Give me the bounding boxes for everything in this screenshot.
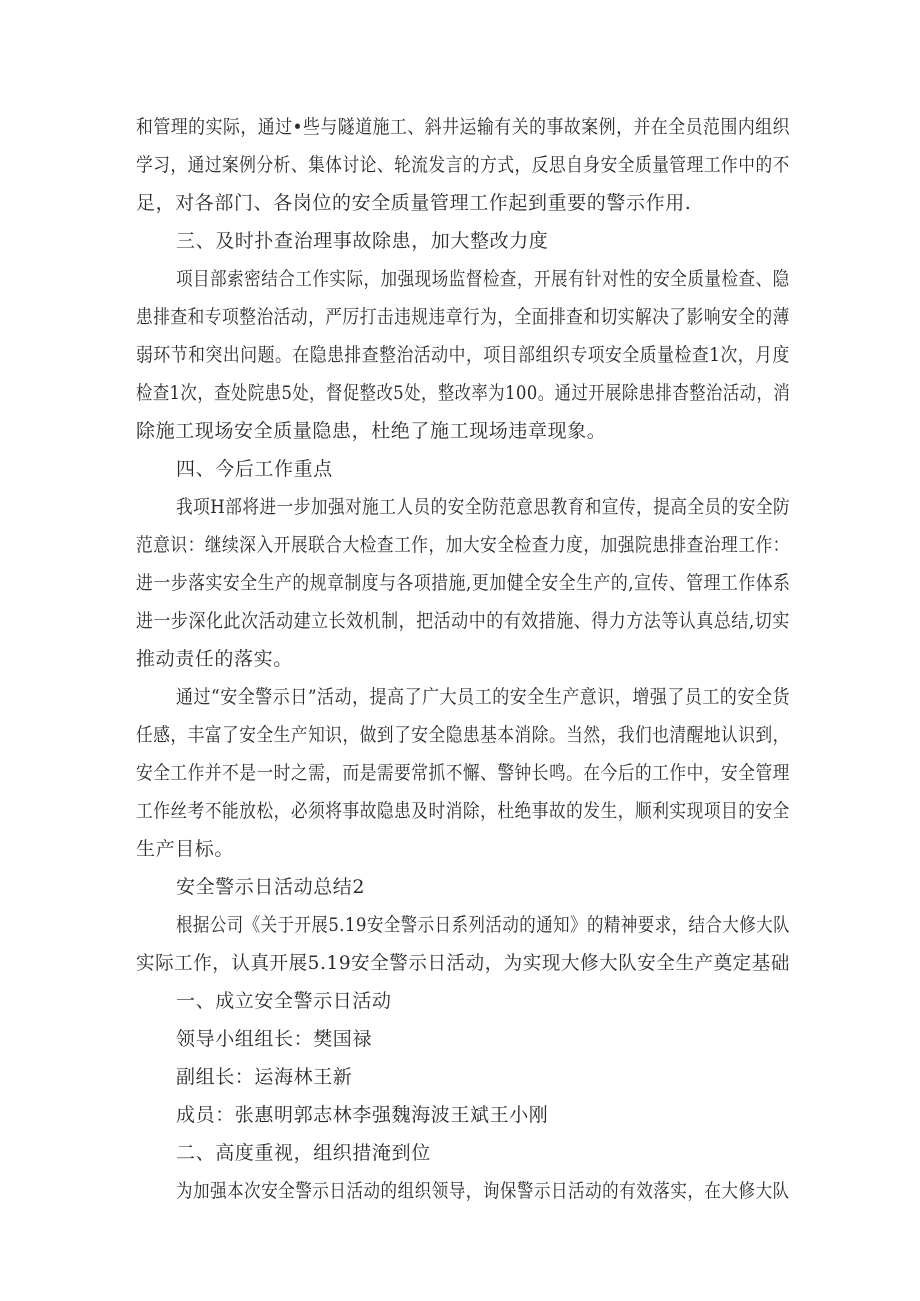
text-line: 安全工作并不是一时之需，而是需要常抓不懈、警钟长鸣。在今后的工作中，安全管理	[136, 762, 790, 784]
text-line: 生产目标。	[136, 838, 235, 860]
text-line: 检查1次，查处院患5处，督促整改5处，整改率为100。通过开展除患排杳整治活动，消	[136, 382, 791, 404]
text-line: 工作丝考不能放松，必须将事故隐患及时消除，杜绝事故的发生，顺利实现项目的安全	[136, 800, 790, 822]
text-line: 学习，通过案例分析、集体讨论、轮流发言的方式，反思自身安全质量管理工作中的不	[136, 154, 790, 176]
text-line: 进一步深化此次活动建立长效机制，把活动中的有效措施、得力方法等认真总结,切实	[136, 610, 790, 632]
text-line: 实际工作，认真开展5.19安全警示日活动，为实现大修大队安全生产奠定基础	[136, 952, 790, 974]
text-line: 副组长：运海林王新	[176, 1066, 353, 1088]
text-line: 弱环节和突出问题。在隐患排查整治活动中，项目部组织专项安全质量检查1次，月度	[136, 344, 790, 366]
section-heading: 四、今后工作重点	[176, 458, 333, 480]
text-line: 任感，丰富了安全生产知识，做到了安全隐患基本消除。当然，我们也清醒地认识到，	[136, 724, 790, 746]
text-line: 足，对各部门、各岗位的安全质量管理工作起到重要的警示作用.	[136, 192, 692, 214]
section-heading: 二、高度重视，组织措淹到位	[176, 1142, 431, 1164]
text-line: 领导小组组长：樊国禄	[176, 1028, 373, 1050]
text-line: 我项H部将进一步加强对施工人员的安全防范意思教育和宣传，提高全员的安全防	[176, 496, 791, 518]
text-line: 患排查和专项整治活动，严厉打击违规违章行为，全面排查和切实解决了影响安全的薄	[136, 306, 790, 328]
section-title: 安全警示日活动总结2	[176, 876, 366, 898]
text-line: 根据公司《关于开展5.19安全警示日系列活动的通知》的精神要求，结合大修大队	[176, 914, 791, 936]
text-line: 通过“安全警示日”活动，提高了广大员工的安全生产意识，增强了员工的安全货	[176, 686, 790, 708]
text-line: 进一步落实安全生产的规章制度与各项措施,更加健全安全生产的,宣传、管理工作体系	[136, 572, 791, 594]
text-line: 为加强本次安全警示日活动的组织领导，询保警示日活动的有效落实，在大修大队	[176, 1180, 790, 1202]
section-heading: 三、及时扑查治理事故除患，加大整改力度	[176, 230, 549, 252]
text-line: 和管理的实际，通过•些与隧道施工、斜井运输有关的事故案例，并在全员范围内组织	[136, 116, 791, 138]
text-line: 除施工现场安全质量隐患，杜绝了施工现场违章现象。	[136, 420, 607, 442]
section-heading: 一、成立安全警示日活动	[176, 990, 392, 1012]
text-line: 推动责任的落实。	[136, 648, 293, 670]
text-line: 范意识：继续深入开展联合大检查工作，加大安全检查力度，加强院患排查治理工作：	[136, 534, 790, 556]
text-line: 项目部索密结合工作实际，加强现场监督检查，开展有针对性的安全质量检查、隐	[176, 268, 790, 290]
text-line: 成员：张惠明郭志林李强魏海波王斌王小刚	[176, 1104, 549, 1126]
